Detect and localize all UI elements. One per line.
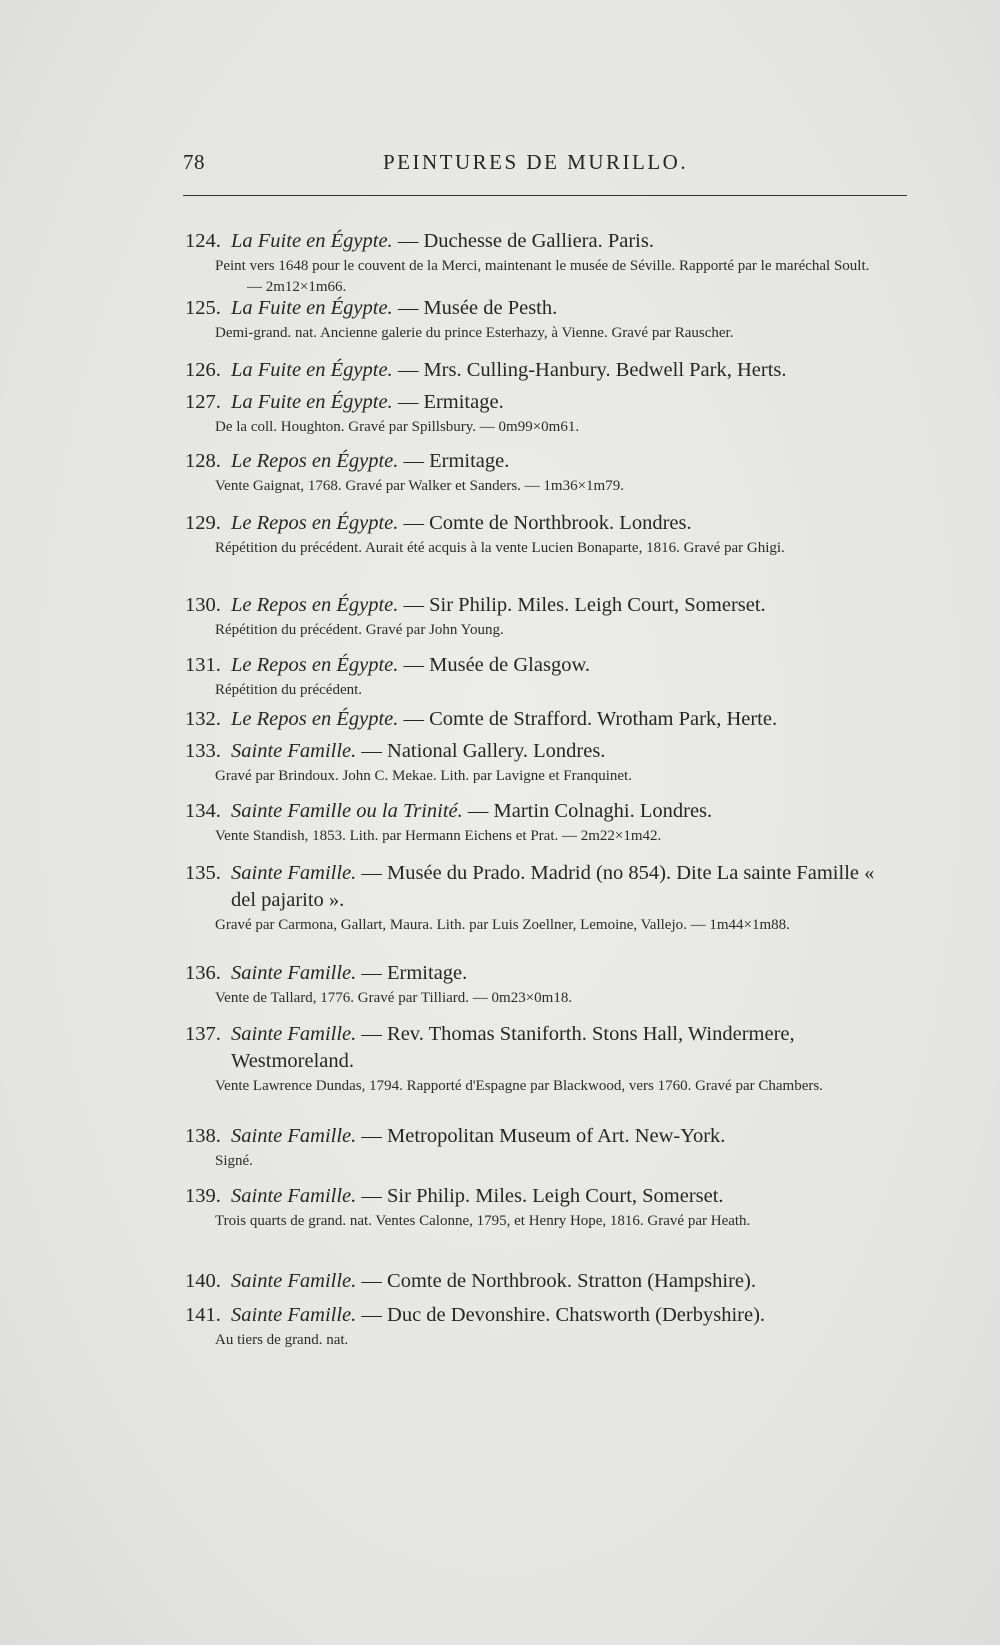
entry-note: Signé. [215,1153,253,1169]
entry-note: Répétition du précédent. [215,682,363,698]
catalogue-entry [185,510,885,559]
painting-title: La Fuite en Égypte. [231,297,393,319]
entry-dash: — [392,297,424,319]
painting-location: National Gallery. Londres. [387,740,606,762]
painting-location: Ermitage. [423,391,504,413]
entry-heading [185,1021,885,1075]
entry-note: Vente de Tallard, 1776. Gravé par Tilliard. — 0m23×0m18. [215,990,573,1006]
entry-number: 134. [185,800,221,822]
entry-heading [185,706,885,733]
entry-note: Vente Lawrence Dundas, 1794. Rapporté d'Espagne par Blackwood, vers 1760. Gravé par Chambers. [215,1078,823,1094]
painting-title: Le Repos en Égypte. [231,654,399,676]
entry-heading [185,1268,885,1295]
catalogue-entry [185,960,885,1009]
entry-dash: — [356,1304,388,1326]
entry-note: Au tiers de grand. nat. [215,1332,349,1348]
entry-note: Gravé par Brindoux. John C. Mekae. Lith. par Lavigne et Franquinet. [215,768,632,784]
painting-title: Le Repos en Égypte. [231,594,399,616]
painting-title: Le Repos en Égypte. [231,512,399,534]
painting-title: Sainte Famille. [231,1270,357,1292]
painting-location: Comte de Northbrook. Londres. [429,512,692,534]
entry-dash: — [398,594,430,616]
painting-location: Martin Colnaghi. Londres. [493,800,713,822]
painting-location: Sir Philip. Miles. Leigh Court, Somerset. [429,594,766,616]
painting-title: Sainte Famille. [231,740,357,762]
entry-dash: — [398,450,430,472]
painting-location: Musée de Glasgow. [429,654,591,676]
painting-title: La Fuite en Égypte. [231,230,393,252]
painting-location: Duchesse de Galliera. Paris. [423,230,654,252]
painting-location: Musée du Prado. Madrid (no 854). Dite La sainte Famille « del pajarito ». [231,862,875,911]
entry-heading [185,1123,885,1150]
catalogue-entry [185,860,885,936]
entry-dash: — [356,1023,388,1045]
entry-note: Vente Gaignat, 1768. Gravé par Walker et Sanders. — 1m36×1m79. [215,478,624,494]
entry-note: De la coll. Houghton. Gravé par Spillsbury. — 0m99×0m61. [215,419,580,435]
entry-number: 138. [185,1125,221,1147]
header-rule [183,195,907,196]
entry-heading [185,1302,885,1329]
entry-number: 131. [185,654,221,676]
entry-number: 125. [185,297,221,319]
entry-number: 129. [185,512,221,534]
entry-number: 137. [185,1023,221,1045]
painting-title: Le Repos en Égypte. [231,708,399,730]
painting-title: Sainte Famille. [231,1023,357,1045]
painting-location: Rev. Thomas Staniforth. Stons Hall, Windermere, Westmoreland. [231,1023,795,1072]
painting-title: Sainte Famille ou la Trinité. [231,800,463,822]
painting-title: Sainte Famille. [231,962,357,984]
entry-heading [185,960,885,987]
entry-dash: — [392,359,424,381]
entry-dash: — [356,740,388,762]
entry-number: 130. [185,594,221,616]
entry-heading [185,295,885,322]
entry-number: 141. [185,1304,221,1326]
entry-heading [185,389,885,416]
catalogue-entry [185,706,885,733]
entry-heading [185,860,885,914]
painting-title: La Fuite en Égypte. [231,359,393,381]
entry-note: Vente Standish, 1853. Lith. par Hermann Eichens et Prat. — 2m22×1m42. [215,828,662,844]
entry-dash: — [356,962,388,984]
entry-dash: — [356,862,388,884]
entry-heading [185,448,885,475]
entry-number: 139. [185,1185,221,1207]
entry-heading [185,652,885,679]
entry-number: 128. [185,450,221,472]
entry-dash: — [392,391,424,413]
entry-note: Peint vers 1648 pour le couvent de la Merci, maintenant le musée de Séville. Rapporté par le maréchal Soult. — 2m12×1m66. [215,258,870,295]
entry-heading [185,228,885,255]
painting-location: Metropolitan Museum of Art. New-York. [387,1125,726,1147]
painting-title: Sainte Famille. [231,1125,357,1147]
entry-dash: — [392,230,424,252]
catalogue-entry [185,592,885,641]
entry-heading [185,1183,885,1210]
painting-location: Comte de Northbrook. Stratton (Hampshire). [387,1270,756,1292]
entry-note: Trois quarts de grand. nat. Ventes Calonne, 1795, et Henry Hope, 1816. Gravé par Heath. [215,1213,751,1229]
entry-note: Répétition du précédent. Aurait été acquis à la vente Lucien Bonaparte, 1816. Gravé par Ghigi. [215,540,785,556]
entry-heading [185,357,885,384]
entry-dash: — [356,1270,388,1292]
catalogue-entry [185,1302,885,1351]
entry-note: Demi-grand. nat. Ancienne galerie du prince Esterhazy, à Vienne. Gravé par Rauscher. [215,325,734,341]
catalogue-entry [185,1268,885,1295]
entry-dash: — [462,800,494,822]
entry-note: Répétition du précédent. Gravé par John Young. [215,622,504,638]
entry-number: 140. [185,1270,221,1292]
painting-title: Sainte Famille. [231,1304,357,1326]
running-title: PEINTURES DE MURILLO. [383,150,689,174]
entry-number: 127. [185,391,221,413]
painting-title: Sainte Famille. [231,862,357,884]
entry-dash: — [356,1185,388,1207]
catalogue-entry [185,738,885,787]
painting-title: Le Repos en Égypte. [231,450,399,472]
catalogue-entry [185,798,885,847]
entry-dash: — [398,708,430,730]
entry-heading [185,592,885,619]
entry-heading [185,798,885,825]
entry-number: 135. [185,862,221,884]
catalogue-entry [185,389,885,438]
painting-location: Musée de Pesth. [423,297,558,319]
entry-note: Gravé par Carmona, Gallart, Maura. Lith. par Luis Zoellner, Lemoine, Vallejo. — 1m44×1m88. [215,917,790,933]
painting-location: Ermitage. [387,962,468,984]
entry-heading [185,738,885,765]
catalogue-entry [185,357,885,384]
catalogue-entry [185,1123,885,1172]
catalogue-entry [185,1183,885,1232]
entry-number: 132. [185,708,221,730]
catalogue-entry [185,228,885,298]
entry-number: 126. [185,359,221,381]
painting-location: Ermitage. [429,450,510,472]
catalogue-entry [185,448,885,497]
catalogue-entry [185,652,885,701]
entry-number: 124. [185,230,221,252]
page-header [183,150,907,180]
painting-location: Mrs. Culling-Hanbury. Bedwell Park, Herts. [423,359,787,381]
painting-location: Duc de Devonshire. Chatsworth (Derbyshire). [387,1304,766,1326]
entry-dash: — [356,1125,388,1147]
painting-title: Sainte Famille. [231,1185,357,1207]
page-number: 78 [183,150,205,174]
catalogue-entry [185,1021,885,1097]
catalogue-entry [185,295,885,344]
entry-heading [185,510,885,537]
painting-title: La Fuite en Égypte. [231,391,393,413]
entry-number: 133. [185,740,221,762]
entry-dash: — [398,654,430,676]
entry-dash: — [398,512,430,534]
entry-number: 136. [185,962,221,984]
painting-location: Comte de Strafford. Wrotham Park, Herte. [429,708,778,730]
painting-location: Sir Philip. Miles. Leigh Court, Somerset. [387,1185,724,1207]
